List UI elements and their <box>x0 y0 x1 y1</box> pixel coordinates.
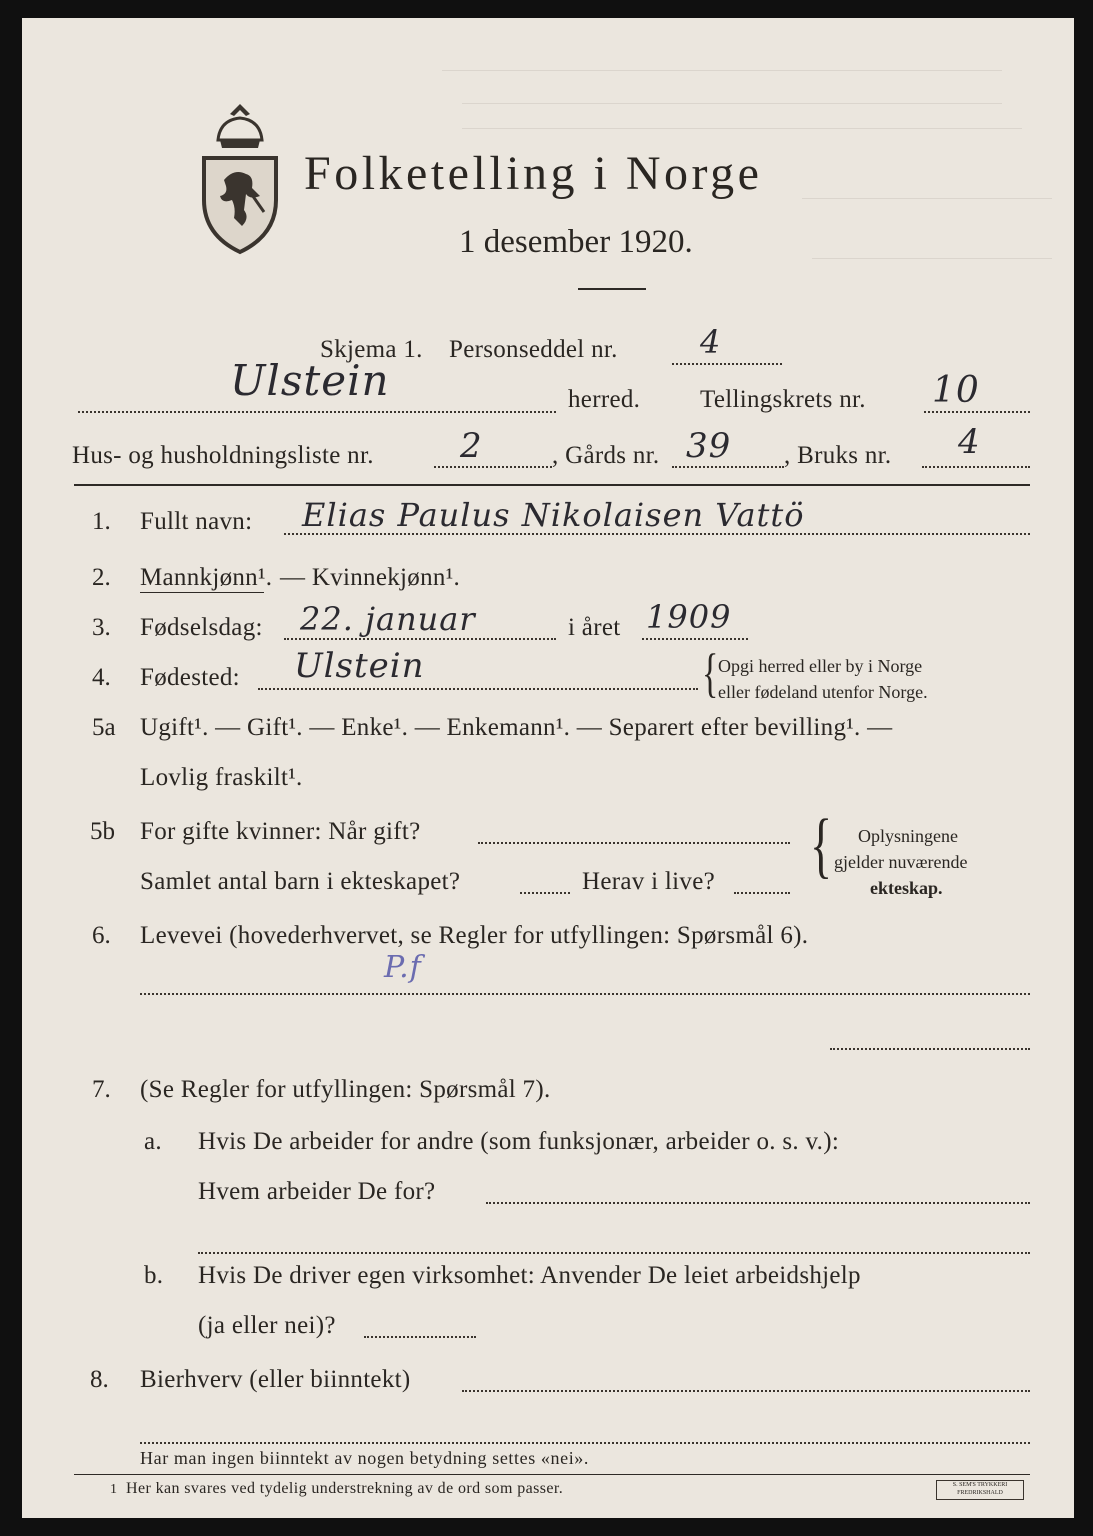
q6-line1 <box>140 993 1030 995</box>
q4-note-line1: Opgi herred eller by i Norge <box>718 656 923 676</box>
hus-line <box>434 466 552 468</box>
q1-label: Fullt navn: <box>140 508 253 535</box>
q8-label: Bierhverv (eller biinntekt) <box>140 1366 411 1393</box>
header-rule <box>74 484 1030 486</box>
q7a-line2: Hvem arbeider De for? <box>198 1178 436 1205</box>
q4-line <box>258 688 698 690</box>
footnote-rule <box>74 1474 1030 1475</box>
gards-line <box>672 466 784 468</box>
q8-line2 <box>140 1442 1030 1444</box>
personseddel-label: Personseddel nr. <box>449 336 618 363</box>
q5a-line1: Ugift¹. — Gift¹. — Enke¹. — Enkemann¹. — Separert efter bevilling¹. — <box>140 714 893 741</box>
q4-brace: { <box>702 644 719 704</box>
q5b-line1: For gifte kvinner: Når gift? <box>140 818 421 845</box>
q6-value: P.f <box>384 950 422 985</box>
footnote-text: Her kan svares ved tydelig understrekning av de ord som passer. <box>126 1480 564 1497</box>
q3-year-label: i året <box>568 614 621 641</box>
q4-label: Fødested: <box>140 664 240 691</box>
q3-year-line <box>642 638 748 640</box>
q7-label: (Se Regler for utfyllingen: Spørsmål 7). <box>140 1076 551 1103</box>
biinntekt-note: Har man ingen biinntekt av nogen betydning settes «nei». <box>140 1448 590 1468</box>
q1-value: Elias Paulus Nikolaisen Vattö <box>302 496 805 534</box>
q6-number: 6. <box>92 922 111 949</box>
q7a-line-answer <box>486 1202 1030 1204</box>
q3-label: Fødselsdag: <box>140 614 263 641</box>
tellingskrets-value: 10 <box>932 370 980 411</box>
q3-date-value: 22. januar <box>300 600 476 638</box>
q5b-alive-label: Herav i live? <box>582 868 716 895</box>
coat-of-arms-icon <box>190 100 290 258</box>
q6-label: Levevei (hovederhvervet, se Regler for utfyllingen: Spørsmål 6). <box>140 922 809 949</box>
q5b-note-line1: Oplysningene <box>858 826 958 846</box>
q7b-letter: b. <box>144 1262 164 1289</box>
census-form-page <box>22 18 1074 1518</box>
q7-number: 7. <box>92 1076 111 1103</box>
bruks-line <box>922 466 1030 468</box>
q3-number: 3. <box>92 614 111 641</box>
q5b-number: 5b <box>90 818 115 845</box>
q7a-line1: Hvis De arbeider for andre (som funksjonær, arbeider o. s. v.): <box>198 1128 840 1155</box>
footnote-mark: 1 <box>110 1482 117 1497</box>
q5b-note-line3: ekteskap. <box>870 878 943 898</box>
q4-number: 4. <box>92 664 111 691</box>
personseddel-value: 4 <box>700 323 722 361</box>
q5b-children-label: Samlet antal barn i ekteskapet? <box>140 868 461 895</box>
hus-label: Hus- og husholdningsliste nr. <box>72 442 374 469</box>
census-date: 1 desember 1920. <box>459 224 693 260</box>
q6-line2 <box>830 1048 1030 1050</box>
bruks-label: , Bruks nr. <box>784 442 892 469</box>
q3-date-line <box>284 638 556 640</box>
printer-stamp: S. SEM'S TRYKKERI FREDRIKSHALD <box>936 1480 1024 1500</box>
q5b-married-line <box>478 842 790 844</box>
title-divider <box>578 288 646 290</box>
gards-value: 39 <box>686 426 732 466</box>
q7a-letter: a. <box>144 1128 162 1155</box>
form-title: Folketelling i Norge <box>304 147 763 200</box>
q2-number: 2. <box>92 564 111 591</box>
q5b-note-line2: gjelder nuværende <box>834 852 968 872</box>
q8-line1 <box>462 1390 1030 1392</box>
q3-year-value: 1909 <box>646 598 732 636</box>
hus-value: 2 <box>460 426 483 466</box>
q1-number: 1. <box>92 508 111 535</box>
personseddel-line <box>672 363 782 365</box>
q7b-line1: Hvis De driver egen virksomhet: Anvender De leiet arbeidshjelp <box>198 1262 861 1289</box>
q2-female: — Kvinnekjønn¹. <box>280 564 461 591</box>
q4-value: Ulstein <box>294 646 425 686</box>
q5b-children-line <box>520 892 570 894</box>
q7b-line2: (ja eller nei)? <box>198 1312 336 1339</box>
tellingskrets-label: Tellingskrets nr. <box>700 386 866 413</box>
bruks-value: 4 <box>958 422 981 462</box>
q2-male: Mannkjønn¹. <box>140 564 273 591</box>
q4-note-line2: eller fødeland utenfor Norge. <box>718 682 928 702</box>
q8-number: 8. <box>90 1366 109 1393</box>
q7b-line-answer <box>364 1336 476 1338</box>
gards-label: , Gårds nr. <box>552 442 660 469</box>
q5b-alive-line <box>734 892 790 894</box>
herred-line <box>78 411 556 413</box>
q5a-number: 5a <box>92 714 116 741</box>
skjema-label: Skjema 1. <box>320 336 423 363</box>
q5a-line2: Lovlig fraskilt¹. <box>140 764 303 791</box>
q5b-brace: { <box>810 803 833 885</box>
herred-label: herred. <box>568 386 641 413</box>
q2-male-underline <box>140 592 264 593</box>
q7a-line-answer2 <box>198 1252 1030 1254</box>
tellingskrets-line <box>924 411 1030 413</box>
herred-value: Ulstein <box>230 356 390 405</box>
